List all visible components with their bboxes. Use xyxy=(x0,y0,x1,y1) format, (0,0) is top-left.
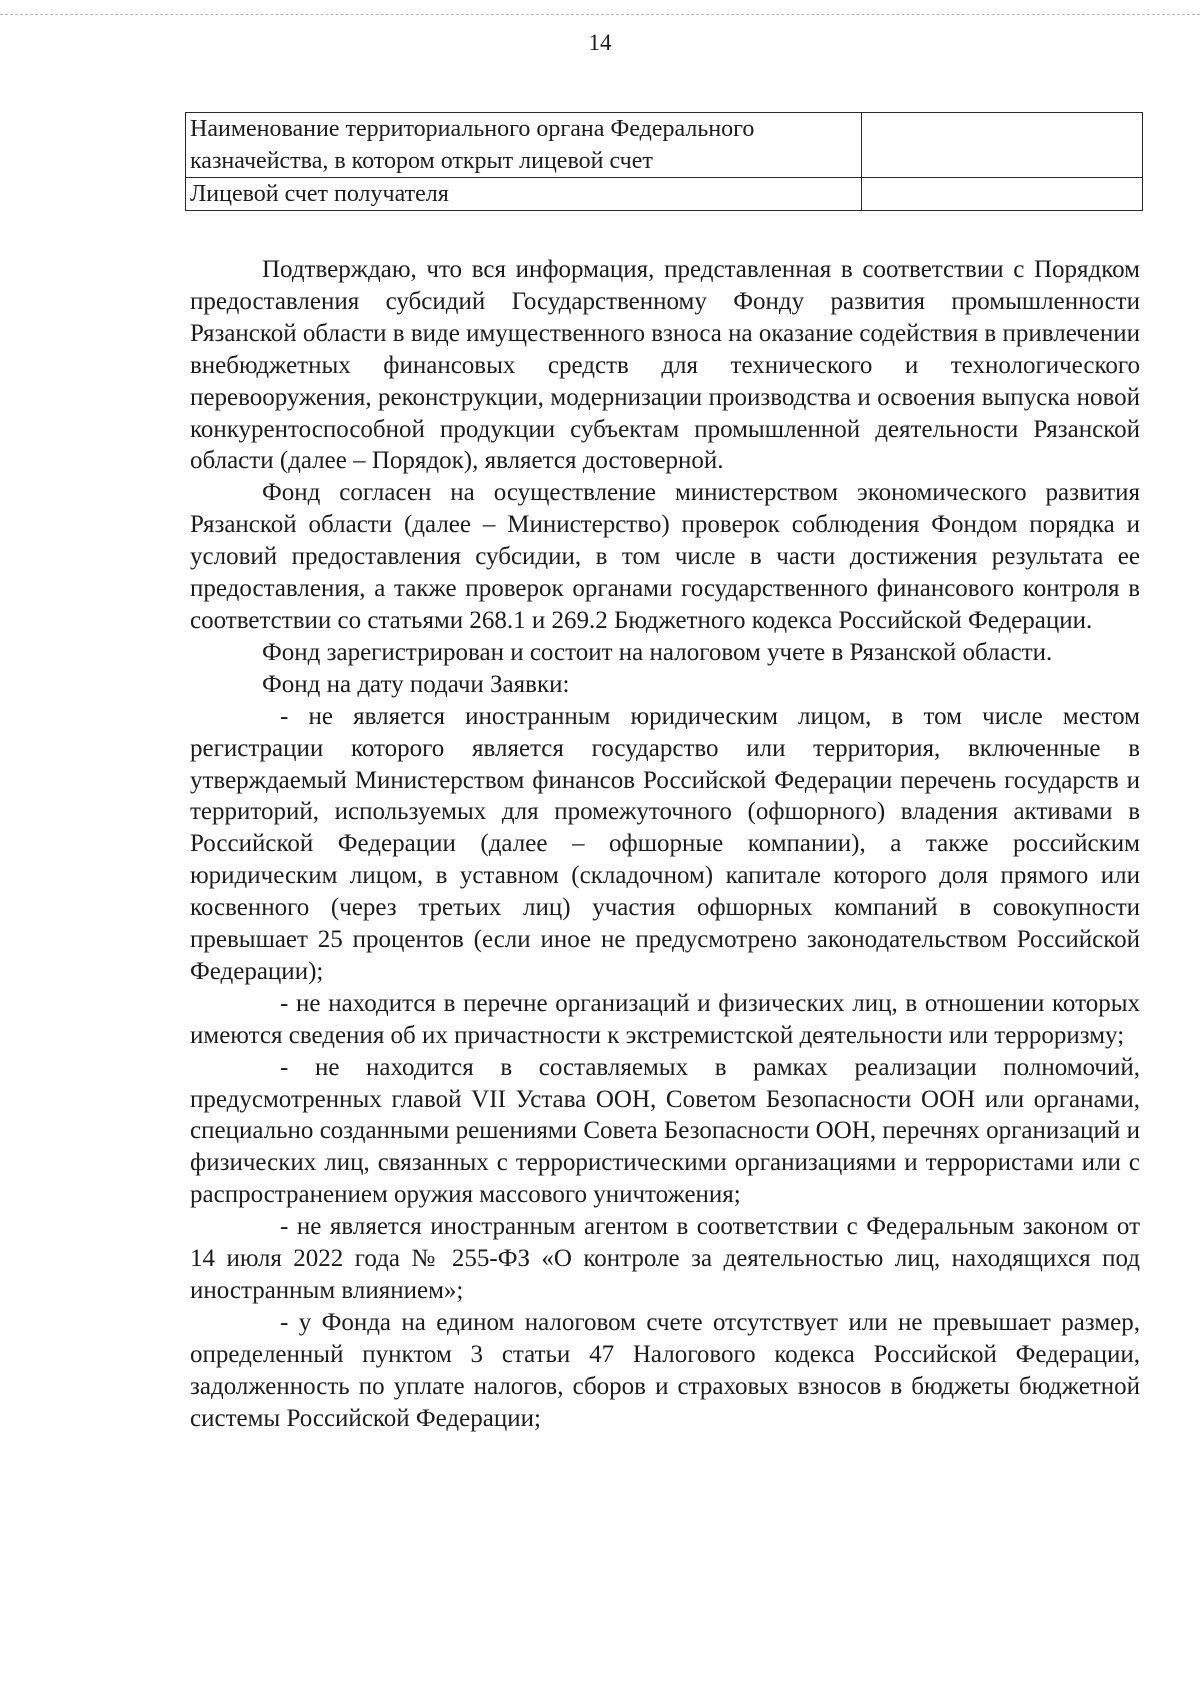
table-row xyxy=(186,113,1143,178)
page-number: 14 xyxy=(588,30,612,55)
document-body xyxy=(190,254,1140,1435)
application-date-intro: Фонд на дату подачи Заявки: xyxy=(262,670,570,698)
account-label: Лицевой счет получателя xyxy=(186,178,862,211)
account-value xyxy=(862,178,1143,211)
top-border-line xyxy=(0,14,1200,15)
list-item: - у Фонда на едином налоговом счете отсутствует или не превышает размер, определенный пунктом 3 статьи 47 Налогового кодекса Российской Федерации, задолженность по уплате налогов, сборов и страховых взносов в бюджеты бюджетной системы Российской Федерации; xyxy=(190,1308,1140,1432)
tax-registration-paragraph: Фонд зарегистрирован и состоит на налоговом учете в Рязанской области. xyxy=(262,638,1053,666)
treasury-body-value xyxy=(862,113,1143,178)
list-item: - не находится в перечне организаций и физических лиц, в отношении которых имеются сведения об их причастности к экстремистской деятельности или терроризму; xyxy=(190,989,1140,1049)
confirmation-paragraph: Подтверждаю, что вся информация, представленная в соответствии с Порядком предоставления субсидий Государственному Фонду развития промышленности Рязанской области в виде имущественного взноса на оказание содействия в привлечении внебюджетных финансовых средств для технического и технологического перевооружения, реконструкции, модернизации производства и освоения выпуска новой конкурентоспособной продукции субъектам промышленной деятельности Рязанской области (далее – Порядок), является достоверной. xyxy=(190,256,1140,475)
treasury-body-label: Наименование территориального органа Федерального казначейства, в котором открыт лицевой счет xyxy=(186,113,862,178)
list-item: - не является иностранным агентом в соответствии с Федеральным законом от 14 июля 2022 года № 255-ФЗ «О контроле за деятельностью лиц, находящихся под иностранным влиянием»; xyxy=(190,1213,1140,1304)
list-item: - не находится в составляемых в рамках реализации полномочий, предусмотренных главой VII Устава ООН, Советом Безопасности ООН или органами, специально созданными решениями Совета Безопасности ООН, перечнях организаций и физических лиц, связанных с террористическими организациями и террористами или с распространением оружия массового уничтожения; xyxy=(190,1053,1140,1209)
table-row xyxy=(186,178,1143,211)
inspection-consent-paragraph: Фонд согласен на осуществление министерством экономического развития Рязанской области (далее – Министерство) проверок соблюдения Фондом порядка и условий предоставления субсидии, в том числе в части достижения результата ее предоставления, а также проверок органами государственного финансового контроля в соответствии со статьями 268.1 и 269.2 Бюджетного кодекса Российской Федерации. xyxy=(190,479,1140,634)
list-item: - не является иностранным юридическим лицом, в том числе местом регистрации которого является государство или территория, включенные в утверждаемый Министерством финансов Российской Федерации перечень государств и территорий, используемых для промежуточного (офшорного) владения активами в Российской Федерации (далее – офшорные компании), а также российским юридическим лицом, в уставном (складочном) капитале которого доля прямого или косвенного (через третьих лиц) участия офшорных компаний в совокупности превышает 25 процентов (если иное не предусмотрено законодательством Российской Федерации); xyxy=(190,702,1140,985)
account-info-table xyxy=(185,112,1143,211)
